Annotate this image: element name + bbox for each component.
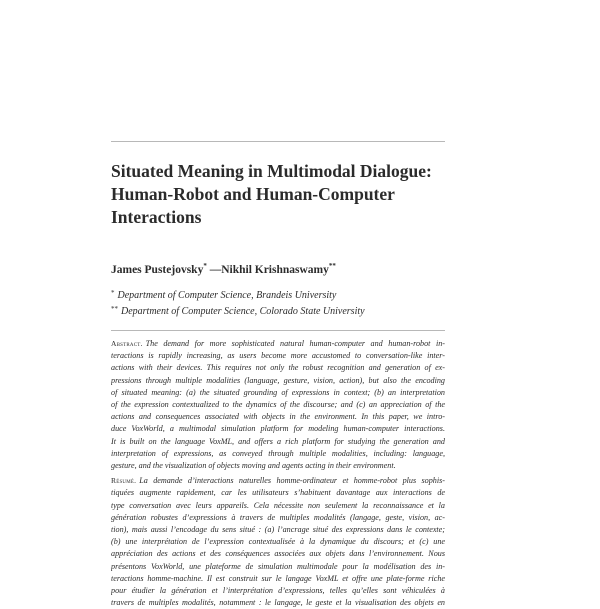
abstract-line [111,338,445,350]
line-text: travers de multiples modalités, notamment : le langage, le geste et la visualisation des objets en [111,598,445,608]
line-text: interpretation of expressions, as conveyed through multiple modalities, including: language, [111,448,445,458]
line-text: of situated meaning: (a) the situated grounding of expressions in context; (b) an interpretation [111,387,445,397]
affiliation-mark: ** [111,304,118,313]
line-text: tiquées augmente rapidement, car les utilisateurs s’habituent davantage aux interactions de [111,488,445,498]
resume-line [111,573,445,585]
line-text: actions with their devices. This requires not only the robust recognition and generation of ex- [111,363,445,373]
resume-line [111,597,445,609]
abstract-line [111,375,445,387]
affiliations [111,287,365,318]
section-label: Résumé. [111,476,137,486]
affiliation [111,287,365,303]
line-text: It is built on the language VoxML, and offers a rich platform for studying the generation and [111,436,445,446]
resume-line [111,487,445,499]
line-text: (b) une interprétation de l’expression contextualisée à la dynamique du discours; et (c) une [111,537,445,547]
abstract-line [111,460,445,472]
paper-title [111,160,451,229]
resume-line [111,548,445,560]
abstract-rule [111,330,445,331]
abstract-line [111,448,445,460]
author-name: James Pustejovsky [111,264,204,276]
line-text: of the expression contextualized to the dynamics of the discourse; and (c) an appreciation of the [111,400,445,410]
resume-line [111,561,445,573]
affiliation-mark: * [111,289,115,297]
abstract-text [111,338,445,472]
resume-line [111,500,445,512]
title-line: Situated Meaning in Multimodal Dialogue: [111,161,432,181]
abstract-line [111,436,445,448]
line-text: tion), mais aussi l’encodage du sens situé : (a) l’ancrage situé des expressions dans le contexte; [111,525,445,535]
resume-line [111,524,445,536]
line-text: génération robustes d’expressions à travers de multiples modalités (langage, geste, vision, ac- [111,512,445,522]
line-text: duce VoxWorld, a multimodal simulation platform for modeling human-computer interactions. [111,424,445,434]
abstract-line [111,399,445,411]
title-line: Human-Robot and Human-Computer [111,184,395,204]
line-text: appréciation des actions et des conséquences associées aux objets dans l’environnement. Nous [111,549,445,559]
author-line [111,262,336,276]
line-text: gesture, and the visualization of objects moving and agents acting in their environment. [111,461,396,471]
line-text: La demande d’interactions naturelles homme-ordinateur et homme-robot plus sophis- [139,476,445,486]
title-line: Interactions [111,207,202,227]
abstract-line [111,387,445,399]
top-rule [111,141,445,142]
affiliation-text: Department of Computer Science, Brandeis University [117,290,337,301]
line-text: présentons VoxWorld, une plateforme de simulation multimodale pour la modélisation des in- [111,561,445,571]
line-text: type conversation avec leurs appareils. Cela nécessite non seulement la reconnaissance et la [111,500,445,510]
affiliation [111,303,365,319]
line-text: pressions through multiple modalities (language, gesture, vision, action), but also the encoding [111,375,445,385]
author-name: Nikhil Krishnaswamy [221,264,329,276]
affiliation-text: Department of Computer Science, Colorado State University [121,305,365,317]
resume-line [111,536,445,548]
line-text: teractions homme-machine. Il est construit sur le langage VoxML et offre une plate-forme riche [111,573,445,583]
author-mark: ** [328,262,336,270]
resume-line [111,585,445,597]
resume-text [111,475,445,609]
line-text: pour étudier la génération et l’interprétation d’expressions, telles qu’elles sont véhiculées à [111,586,445,596]
abstract-line [111,411,445,423]
abstract-line [111,350,445,362]
line-text: teractions is rapidly increasing, as users become more accustomed to conversation-like inter- [111,351,445,361]
resume-line [111,475,445,487]
author-mark: * [203,262,207,270]
resume-line [111,512,445,524]
abstract-block [111,338,445,609]
author-separator: — [209,264,222,276]
section-label: Abstract. [111,339,143,348]
abstract-line [111,423,445,435]
line-text: actions and consequences associated with objects in the environment. In this paper, we intro- [111,412,445,422]
abstract-line [111,362,445,374]
line-text: The demand for more sophisticated natural human-computer and human-robot in- [145,339,445,348]
